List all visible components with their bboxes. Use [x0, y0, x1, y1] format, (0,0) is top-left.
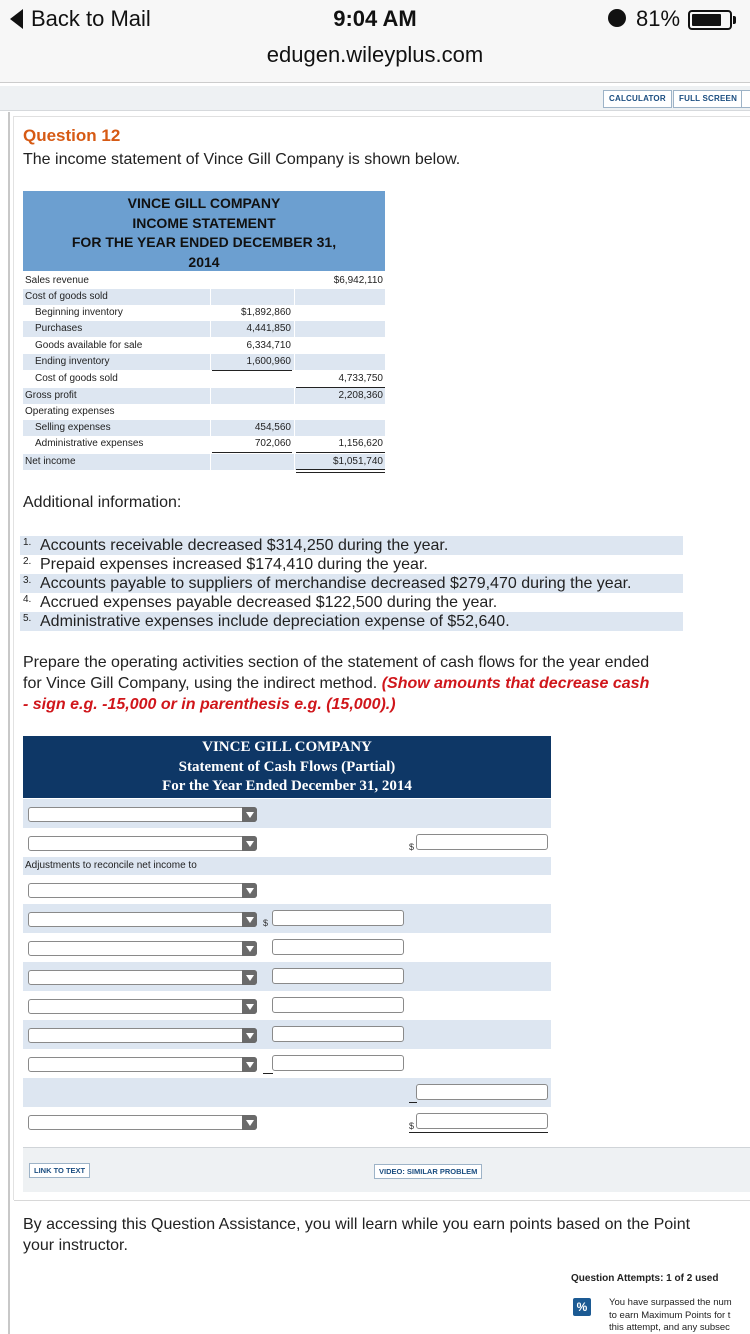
is-row — [23, 289, 385, 305]
amount-input[interactable] — [272, 997, 404, 1013]
is-value: 454,560 — [254, 422, 291, 433]
dollar-sign: $ — [409, 842, 415, 852]
dropdown-arrow-icon[interactable] — [242, 912, 257, 927]
is-label: Gross profit — [25, 390, 77, 401]
is-row — [23, 454, 385, 470]
clock: 9:04 AM — [333, 6, 417, 31]
is-column-divider — [210, 277, 211, 470]
back-label: Back to Mail — [31, 6, 151, 31]
battery-icon — [688, 10, 732, 30]
is-label: Cost of goods sold — [35, 373, 118, 384]
cf-row — [23, 799, 551, 828]
page-frame-inner — [13, 116, 14, 1200]
is-header-line: INCOME STATEMENT — [132, 214, 276, 231]
amount-input[interactable] — [272, 968, 404, 984]
cf-row — [23, 828, 551, 857]
cf-row — [23, 857, 551, 875]
surpassed-text: You have surpassed the num — [609, 1297, 732, 1308]
is-row — [23, 371, 385, 387]
is-row — [23, 404, 385, 420]
link-to-text-button[interactable]: LINK TO TEXT — [29, 1163, 90, 1178]
double-underline — [296, 472, 385, 473]
underline — [409, 1102, 417, 1103]
cash-flow-header — [23, 736, 551, 798]
underline — [212, 370, 292, 371]
dollar-sign: $ — [263, 918, 269, 928]
adjustments-label: Adjustments to reconcile net income to — [25, 860, 197, 871]
is-value: 2,208,360 — [338, 390, 383, 401]
cf-header-line: For the Year Ended December 31, 2014 — [162, 778, 412, 794]
account-dropdown[interactable] — [28, 970, 257, 985]
amount-input[interactable] — [416, 834, 548, 850]
instructions-line: Prepare the operating activities section of the statement of cash flows for the year ended — [23, 654, 650, 671]
income-statement-header — [23, 191, 385, 271]
calculator-button[interactable]: CALCULATOR — [603, 90, 672, 108]
dropdown-arrow-icon[interactable] — [242, 999, 257, 1014]
info-text: Accounts payable to suppliers of merchandise decreased $279,470 during the year. — [40, 575, 632, 592]
is-value: $1,892,860 — [240, 307, 291, 318]
assistance-line: By accessing this Question Assistance, you will learn while you earn points based on the Point — [23, 1216, 691, 1233]
info-num: 3. — [23, 575, 32, 586]
info-text: Prepaid expenses increased $174,410 during the year. — [40, 556, 428, 573]
is-row — [23, 420, 385, 436]
question-intro: The income statement of Vince Gill Company is shown below. — [23, 151, 461, 168]
dropdown-arrow-icon[interactable] — [242, 941, 257, 956]
cf-row — [23, 1078, 551, 1107]
is-label: Goods available for sale — [35, 340, 143, 351]
is-value: 4,733,750 — [338, 373, 383, 384]
account-dropdown[interactable] — [28, 1057, 257, 1072]
is-row — [23, 321, 385, 337]
underline — [296, 387, 385, 388]
cf-row — [23, 962, 551, 991]
amount-input[interactable] — [272, 1055, 404, 1071]
additional-info-heading: Additional information: — [23, 494, 182, 511]
account-dropdown[interactable] — [28, 1028, 257, 1043]
cf-row — [23, 933, 551, 962]
question-assistance-text — [23, 1214, 690, 1256]
is-label: Selling expenses — [35, 422, 111, 433]
is-row — [23, 338, 385, 354]
instructions-emphasis-line: - sign e.g. -15,000 or in parenthesis e.g. (15,000).) — [23, 696, 396, 713]
address-bar-url[interactable]: edugen.wileyplus.com — [266, 42, 484, 67]
page-frame-left — [8, 112, 10, 1334]
amount-input[interactable] — [272, 910, 404, 926]
content-top-border — [14, 116, 750, 117]
is-row — [23, 273, 385, 289]
full-screen-button[interactable]: FULL SCREEN — [673, 90, 743, 108]
account-dropdown[interactable] — [28, 807, 257, 822]
account-dropdown[interactable] — [28, 941, 257, 956]
is-value: 1,156,620 — [338, 438, 383, 449]
alarm-icon — [608, 9, 626, 27]
battery-tip — [733, 16, 736, 24]
dropdown-arrow-icon[interactable] — [242, 1028, 257, 1043]
is-value: $1,051,740 — [332, 456, 383, 467]
info-num: 4. — [23, 594, 32, 605]
dropdown-arrow-icon[interactable] — [242, 1115, 257, 1130]
is-label: Beginning inventory — [35, 307, 123, 318]
question-attempts: Question Attempts: 1 of 2 used — [571, 1273, 719, 1284]
assistance-line: your instructor. — [23, 1237, 128, 1254]
info-text: Accounts receivable decreased $314,250 during the year. — [40, 537, 449, 554]
info-item — [20, 555, 683, 574]
is-label: Administrative expenses — [35, 438, 144, 449]
dropdown-arrow-icon[interactable] — [242, 807, 257, 822]
is-value: 1,600,960 — [246, 356, 291, 367]
is-label: Sales revenue — [25, 275, 89, 286]
percent-icon: % — [573, 1298, 591, 1316]
account-dropdown[interactable] — [28, 883, 257, 898]
info-text: Administrative expenses include depreciation expense of $52,640. — [40, 613, 510, 630]
cf-row — [23, 1049, 551, 1078]
info-item — [20, 593, 683, 612]
surpassed-text: this attempt, and any subsec — [609, 1322, 730, 1333]
double-underline — [409, 1132, 548, 1133]
cf-row — [23, 991, 551, 1020]
video-similar-problem-button[interactable]: VIDEO: SIMILAR PROBLEM — [374, 1164, 482, 1179]
cf-row — [23, 1020, 551, 1049]
is-value: 4,441,850 — [246, 323, 291, 334]
is-label: Cost of goods sold — [25, 291, 108, 302]
is-header-line: 2014 — [188, 253, 220, 270]
info-item — [20, 574, 683, 593]
total-input[interactable] — [416, 1113, 548, 1129]
is-value: 6,334,710 — [246, 340, 291, 351]
question-title: Question 12 — [23, 126, 121, 145]
info-text: Accrued expenses payable decreased $122,500 during the year. — [40, 594, 498, 611]
is-row — [23, 436, 385, 452]
instructions-emphasis: (Show amounts that decrease cash — [381, 675, 650, 692]
is-label: Operating expenses — [25, 406, 115, 417]
cf-header-line: VINCE GILL COMPANY — [202, 739, 372, 755]
is-row — [23, 388, 385, 404]
cf-header-line: Statement of Cash Flows (Partial) — [178, 758, 396, 775]
amount-input[interactable] — [272, 939, 404, 955]
is-label: Ending inventory — [35, 356, 110, 367]
is-value: 702,060 — [254, 438, 291, 449]
cf-row — [23, 875, 551, 904]
account-dropdown[interactable] — [28, 836, 257, 851]
is-row — [23, 354, 385, 370]
underline — [263, 1073, 273, 1074]
is-header-line: VINCE GILL COMPANY — [127, 195, 281, 211]
account-dropdown[interactable] — [28, 912, 257, 927]
surpassed-text: to earn Maximum Points for t — [609, 1310, 731, 1321]
amount-input[interactable] — [272, 1026, 404, 1042]
is-column-divider — [294, 277, 295, 470]
info-num: 2. — [23, 556, 32, 567]
is-label: Purchases — [35, 323, 83, 334]
is-value: $6,942,110 — [333, 275, 383, 286]
section-divider — [14, 1200, 750, 1201]
dropdown-arrow-icon[interactable] — [242, 1057, 257, 1072]
double-underline — [296, 469, 385, 470]
subtotal-input[interactable] — [416, 1084, 548, 1100]
info-item — [20, 536, 683, 555]
toolbar-overflow-button[interactable] — [741, 90, 750, 108]
instructions-text: for Vince Gill Company, using the indirect method. — [23, 675, 382, 692]
is-label: Net income — [25, 456, 76, 467]
underline — [296, 452, 385, 453]
info-item — [20, 612, 683, 631]
instructions-line — [23, 675, 649, 693]
info-num: 1. — [23, 537, 32, 548]
dollar-sign: $ — [409, 1121, 415, 1131]
account-dropdown[interactable] — [28, 999, 257, 1014]
dropdown-arrow-icon[interactable] — [242, 970, 257, 985]
battery-percent: 81% — [636, 6, 681, 31]
cf-row — [23, 1107, 551, 1136]
info-num: 5. — [23, 613, 32, 624]
is-header-line: FOR THE YEAR ENDED DECEMBER 31, — [71, 234, 337, 250]
dropdown-arrow-icon[interactable] — [242, 883, 257, 898]
is-row — [23, 305, 385, 321]
cf-row — [23, 904, 551, 933]
account-dropdown[interactable] — [28, 1115, 257, 1130]
underline — [212, 452, 292, 453]
dropdown-arrow-icon[interactable] — [242, 836, 257, 851]
